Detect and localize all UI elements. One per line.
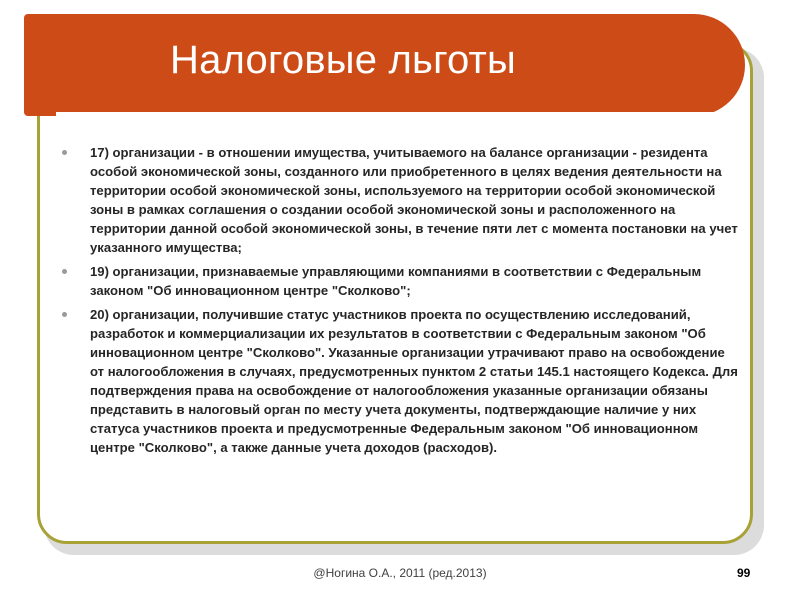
list-item-text: 20) организации, получившие статус участников проекта по осуществлению исследований, разработок и коммерциализации их результатов в соответствии с Федеральным законом "Об инновационном центре "Сколково". Указанные организации утрачивают право на освобождение от налогообложения в случаях, предусмотренных пунктом 2 статьи 145.1 настоящего Кодекса. Для подтверждения права на освобождение от налогообложения указанные организации обязаны представить в налоговый орган по месту учета документы, подтверждающие наличие у них статуса участников проекта и предусмотренные Федеральным законом "Об инновационном центре "Сколково", а также данные учета доходов (расходов).: [90, 307, 738, 455]
list-item-text: 19) организации, признаваемые управляющими компаниями в соответствии с Федеральным законом "Об инновационном центре "Сколково";: [90, 264, 702, 298]
list-item: [62, 262, 742, 300]
bullet-icon: [62, 150, 67, 155]
bullet-icon: [62, 312, 67, 317]
bullet-icon: [62, 269, 67, 274]
list-item: [62, 305, 742, 457]
slide-title: Налоговые льготы: [170, 38, 517, 82]
bullet-list: [62, 143, 742, 462]
title-underline: [56, 112, 720, 116]
list-item: [62, 143, 742, 257]
page-number: 99: [737, 566, 751, 580]
list-item-text: 17) организации - в отношении имущества, учитываемого на балансе организации - резидента особой экономической зоны, созданного или приобретенного в целях ведения деятельности на территории особой экономической зоны, используемого на территории особой экономической зоны в рамках соглашения о создании особой экономической зоны и расположенного на территории данной особой экономической зоны, в течение пяти лет с момента постановки на учет указанного имущества;: [90, 145, 738, 255]
footer-copyright: @Ногина О.А., 2011 (ред.2013): [313, 566, 487, 580]
